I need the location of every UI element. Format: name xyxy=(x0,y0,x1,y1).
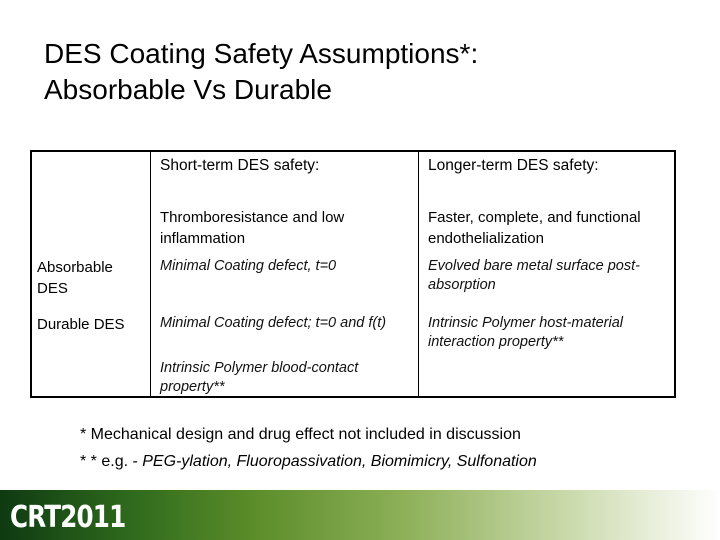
slide-title-line-1: DES Coating Safety Assumptions*: xyxy=(44,38,479,69)
durable-long-term: Intrinsic Polymer host-material interaction property** xyxy=(428,315,623,350)
subheader-short-term: Thromboresistance and low inflammation xyxy=(160,209,345,247)
absorbable-long-term: Evolved bare metal surface post-absorption xyxy=(428,258,640,293)
header-long-term: Longer-term DES safety: xyxy=(428,157,599,174)
subheader-long-term: Faster, complete, and functional endothelialization xyxy=(428,209,641,247)
footnote-1: * Mechanical design and drug effect not included in discussion xyxy=(80,426,521,443)
table-divider-1 xyxy=(150,150,151,398)
table-divider-2 xyxy=(418,150,419,398)
durable-short-term: Minimal Coating defect; t=0 and f(t) xyxy=(160,315,387,331)
slide-title-line-2: Absorbable Vs Durable xyxy=(44,74,332,105)
footnote-2-prefix: * * e.g. - xyxy=(80,453,143,470)
footnote-2-examples: PEG-ylation, Fluoropassivation, Biomimicry, Sulfonation xyxy=(142,453,537,470)
crt-logo: CRT2011 xyxy=(10,500,126,535)
row-label-absorbable: Absorbable DES xyxy=(37,259,113,297)
absorbable-short-term: Minimal Coating defect, t=0 xyxy=(160,258,337,274)
durable-short-term-extra: Intrinsic Polymer blood-contact property** xyxy=(160,360,359,395)
footnote-2 xyxy=(80,451,537,473)
header-short-term: Short-term DES safety: xyxy=(160,157,320,174)
row-label-durable: Durable DES xyxy=(37,316,125,333)
slide-title xyxy=(44,36,478,108)
